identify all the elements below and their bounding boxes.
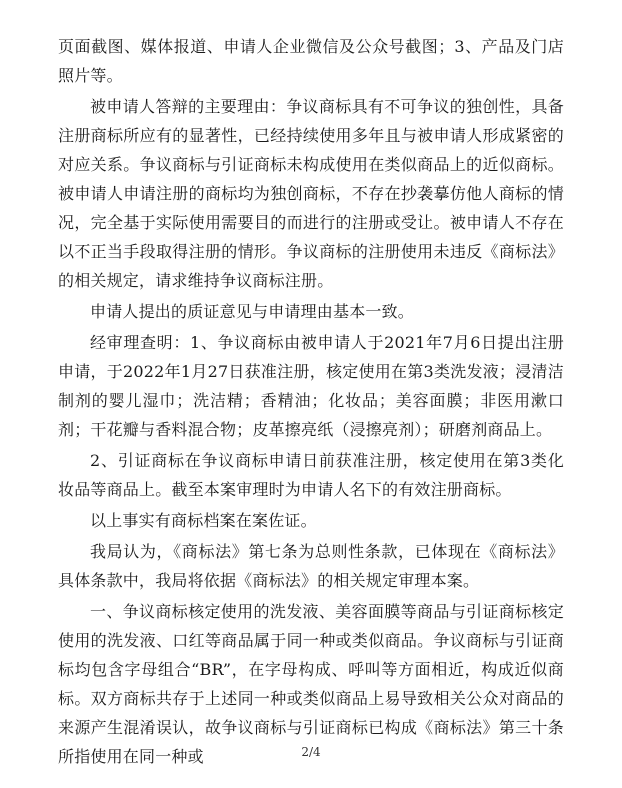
paragraph-3: 申请人提出的质证意见与申请理由基本一致。 (90, 302, 415, 321)
paragraph-4: 经审理查明：1、争议商标由被申请人于2021年7月6日提出注册申请，于2022年1月27日获准注册，核定使用在第3类洗发液；浸清洁制剂的婴儿湿巾；洗洁精；香精油；化妆品；美容面膜；非医用漱口剂；干花瓣与香料混合物；皮革擦亮纸（浸擦亮剂）；研磨剂商品上。 (58, 333, 564, 439)
paragraph-1: 页面截图、媒体报道、申请人企业微信及公众号截图；3、产品及门店照片等。 (58, 37, 564, 85)
paragraph-8: 一、争议商标核定使用的洗发液、美容面膜等商品与引证商标核定使用的洗发液、口红等商品属于同一种或类似商品。争议商标与引证商标均包含字母组合“BR”，在字母构成、呼叫等方面相近，构成近似商标。双方商标共存于上述同一种或类似商品上易导致相关公众对商品的来源产生混淆误认，故争议商标与引证商标已构成《商标法》第三十条所指使用在同一种或 (58, 602, 564, 766)
paragraph-5: 2、引证商标在争议商标申请日前获准注册，核定使用在第3类化妆品等商品上。截至本案审理时为申请人名下的有效注册商标。 (58, 451, 564, 499)
paragraph-7: 我局认为，《商标法》第七条为总则性条款，已体现在《商标法》具体条款中，我局将依据《商标法》的相关规定审理本案。 (58, 542, 564, 590)
document-body (58, 32, 564, 771)
paragraph-2: 被申请人答辩的主要理由：争议商标具有不可争议的独创性，具备注册商标所应有的显著性，已经持续使用多年且与被申请人形成紧密的对应关系。争议商标与引证商标未构成使用在类似商品上的近似商标。被申请人申请注册的商标均为独创商标，不存在抄袭摹仿他人商标的情况，完全基于实际使用需要目的而进行的注册或受让。被申请人不存在以不正当手段取得注册的情形。争议商标的注册使用未违反《商标法》的相关规定，请求维持争议商标注册。 (58, 97, 564, 290)
paragraph-6: 以上事实有商标档案在案佐证。 (90, 511, 317, 530)
page-number: 2/4 (301, 745, 321, 759)
